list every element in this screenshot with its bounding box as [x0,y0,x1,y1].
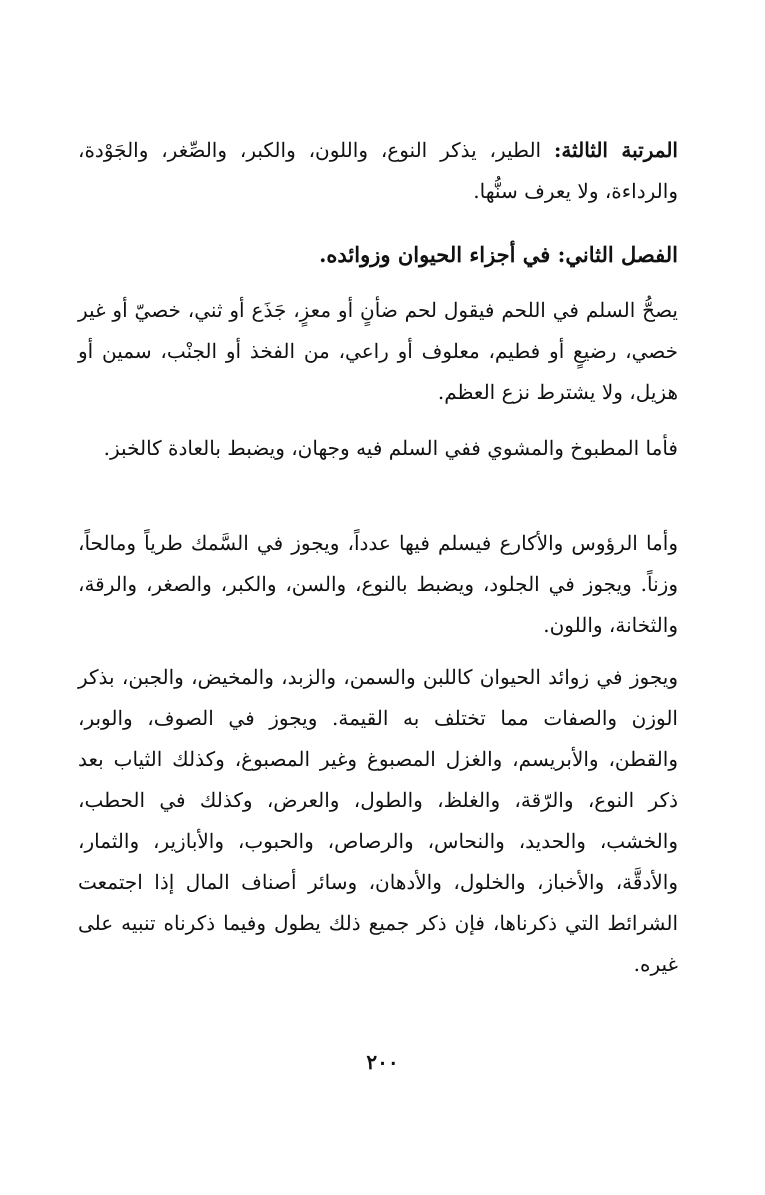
paragraph-meat: يصحُّ السلم في اللحم فيقول لحم ضأنٍ أو معزٍ، جَذَع أو ثني، خصيّ أو غير خصي، رضيعٍ أو فطيم، معلوف أو راعي، من الفخذ أو الجنْب، سمين أو هزيل، ولا يشترط نزع العظم. [78,298,678,404]
paragraph-heads-fish-skins: وأما الرؤوس والأكارع فيسلم فيها عدداً، ويجوز في السَّمك طرياً ومالحاً، وزناً. ويجوز في الجلود، ويضبط بالنوع، والسن، والكبر، والصغر، والرقة، والثخانة، واللون. [78,531,678,637]
paragraph-animal-byproducts: ويجوز في زوائد الحيوان كاللبن والسمن، والزبد، والمخيض، والجبن، بذكر الوزن والصفات مما تختلف به القيمة. ويجوز في الصوف، والوبر، والقطن، والأبريسم، والغزل المصبوغ وغير المصبوغ، وكذلك الثياب بعد ذكر النوع، والرّقة، والغلظ، والطول، والعرض، وكذلك في الحطب، والخشب، والحديد، والنحاس، والرصاص، والحبوب، والأبازير، والثمار، والأدقَّة، والأخباز، والخلول، والأدهان، وسائر أصناف المال إذا اجتمعت الشرائط التي ذكرناها، فإن ذكر جميع ذلك يطول وفيما ذكرناه تنبيه على غيره. [78,665,678,976]
section-heading: الفصل الثاني: في أجزاء الحيوان وزوائده. [319,242,678,267]
paragraph-third-rank [78,130,678,212]
third-rank-label: المرتبة الثالثة: [553,138,678,162]
page-number: ٢٠٠ [366,1050,399,1074]
paragraph-cooked: فأما المطبوخ والمشوي ففي السلم فيه وجهان، ويضبط بالعادة كالخبز. [103,436,678,460]
third-rank-text: الطير، يذكر النوع، واللون، والكبر، والصِّغر، والجَوْدة، والرداءة، ولا يعرف سنُّها. [78,138,678,203]
